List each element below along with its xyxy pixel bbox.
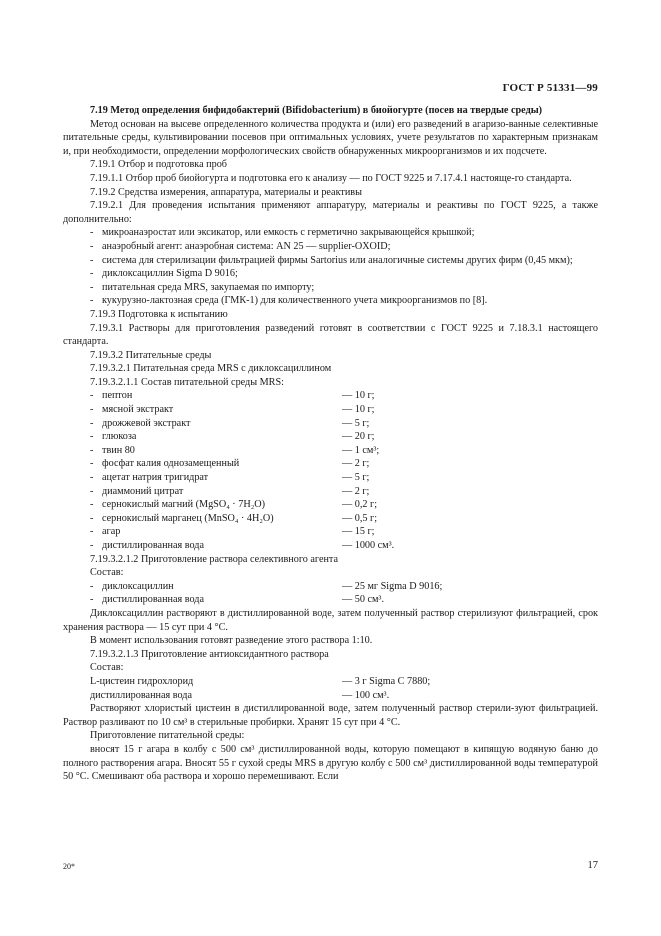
paragraph: Состав:: [90, 662, 124, 674]
list-dash: -: [90, 390, 94, 402]
paragraph: В момент использования готовят разведение этого раствора 1:10.: [90, 635, 373, 647]
list-dash: -: [90, 444, 94, 456]
list-dash: -: [90, 485, 94, 497]
list-dash: -: [90, 404, 94, 416]
ingredient-amount: — 5 г;: [342, 417, 370, 429]
ingredient-name: диклоксациллин: [102, 580, 174, 592]
list-dash: -: [90, 295, 94, 307]
list-item: [63, 240, 598, 254]
ingredient-row: [63, 430, 598, 444]
ingredient-name: глюкоза: [102, 431, 137, 443]
ingredient-name: мясной экстракт: [102, 404, 174, 416]
ingredient-amount: — 1000 см³.: [342, 540, 395, 551]
list-item: [63, 254, 598, 268]
ingredient-name: сернокислый марганец (MnSO₄ · 4H₂O): [102, 512, 274, 524]
document-body: [63, 104, 598, 784]
paragraph: 7.19.1.1 Отбор проб биойогурта и подготовка его к анализу — по ГОСТ 9225 и 7.17.4.1 настояще-го стандарта.: [90, 172, 572, 184]
list-dash: -: [90, 580, 94, 592]
ingredient-row: [63, 389, 598, 403]
list-dash: -: [90, 227, 94, 239]
list-dash: -: [90, 431, 94, 443]
list-item: [63, 294, 598, 308]
paragraph: 7.19.3.2.1 Питательная среда MRS с диклоксациллином: [90, 363, 332, 375]
paragraph: 7.19.2.1 Для проведения испытания применяют аппаратуру, материалы и реактивы по ГОСТ 9225, а также дополнительно:: [63, 200, 598, 225]
list-item: [63, 226, 598, 240]
list-item: [63, 281, 598, 295]
ingredient-amount: — 3 г Sigma С 7880;: [342, 675, 431, 687]
ingredient-amount: — 10 г;: [342, 390, 375, 402]
ingredient-row: [63, 457, 598, 471]
ingredient-row: [63, 593, 598, 607]
list-dash: -: [90, 540, 94, 551]
ingredient-amount: — 5 г;: [342, 472, 370, 484]
list-dash: -: [90, 499, 94, 511]
ingredient-amount: — 100 см³.: [342, 689, 390, 701]
ingredient-amount: — 20 г;: [342, 431, 375, 443]
paragraph: 7.19.3.2.1.3 Приготовление антиоксидантного раствора: [90, 648, 329, 660]
ingredient-amount: — 10 г;: [342, 404, 375, 416]
list-dash: -: [90, 254, 94, 266]
section-heading: 7.19 Метод определения бифидобактерий (Bifidobacterium) в биойогурте (посев на твердые среды): [90, 105, 543, 116]
ingredient-row: [63, 403, 598, 417]
paragraph: Приготовление питательной среды:: [90, 730, 245, 742]
document-header: ГОСТ Р 51331—99: [502, 82, 598, 94]
ingredient-name: фосфат калия однозамещенный: [102, 458, 240, 470]
ingredient-row: [63, 498, 598, 512]
list-item-text: анаэробный агент: анаэробная система: AN 25 — supplier-OXOID;: [102, 240, 391, 252]
paragraph: 7.19.2 Средства измерения, аппаратура, материалы и реактивы: [90, 186, 362, 198]
ingredient-amount: — 0,5 г;: [342, 512, 378, 524]
list-item-text: кукурузно-лактозная среда (ГМК-1) для количественного учета микроорганизмов по [8].: [102, 295, 488, 307]
paragraph: Метод основан на высеве определенного количества продукта и (или) его разведений в агаризо-ванные селективные питательные среды, культивировании посевов при оптимальных условиях, учете результатов по характерным признакам и, при необходимости, определении морфологических свойств обнаруженных микроорганизмов и их подсчете.: [63, 118, 598, 157]
ingredient-name: дистиллированная вода: [90, 689, 192, 701]
ingredient-amount: — 50 см³.: [342, 594, 385, 606]
paragraph: 7.19.3.2.1.1 Состав питательной среды MRS:: [90, 376, 284, 388]
ingredient-row: [63, 525, 598, 539]
list-dash: -: [90, 472, 94, 484]
ingredient-row: [63, 471, 598, 485]
paragraph: 7.19.3.2 Питательные среды: [90, 349, 212, 361]
ingredient-row: [63, 512, 598, 526]
paragraph: 7.19.1 Отбор и подготовка проб: [90, 159, 227, 171]
list-dash: -: [90, 268, 94, 280]
footer-mark: 20*: [63, 862, 75, 871]
list-dash: -: [90, 281, 94, 293]
ingredient-name: пептон: [102, 390, 133, 402]
ingredient-amount: — 25 мг Sigma D 9016;: [342, 580, 443, 592]
paragraph: вносят 15 г агара в колбу с 500 см³ дистиллированной воды, которую помещают в кипящую водяную баню до полного растворения агара. Вносят 55 г сухой среды MRS в другую колбу с 500 см³ дистиллированной воды температурой 50 °С. Смешивают оба раствора и хорошо перемешивают. Если: [63, 743, 598, 783]
list-dash: -: [90, 526, 94, 538]
ingredient-name: твин 80: [102, 444, 135, 456]
ingredient-name: сернокислый магний (MgSO₄ · 7H₂O): [102, 499, 265, 511]
ingredient-name: агар: [102, 526, 121, 538]
ingredient-name: дистиллированная вода: [102, 540, 204, 551]
ingredient-amount: — 1 см³;: [342, 444, 380, 456]
ingredient-name: дистиллированная вода: [102, 594, 204, 606]
ingredient-amount: — 2 г;: [342, 485, 370, 497]
list-item: [63, 267, 598, 281]
list-dash: -: [90, 594, 94, 606]
ingredient-row: [63, 689, 598, 703]
paragraph: 7.19.3 Подготовка к испытанию: [90, 308, 228, 320]
list-dash: -: [90, 512, 94, 524]
list-dash: -: [90, 458, 94, 470]
ingredient-amount: — 0,2 г;: [342, 499, 378, 511]
paragraph: Растворяют хлористый цистеин в дистиллированной воде, затем полученный раствор стерили-зуют фильтрацией. Раствор разливают по 10 см³ в стерильные пробирки. Хранят 15 сут при 4 °С.: [63, 703, 598, 728]
list-item-text: питательная среда MRS, закупаемая по импорту;: [102, 281, 315, 293]
list-item-text: микроанаэростат или эксикатор, или емкость с герметично закрывающейся крышкой;: [102, 227, 475, 239]
ingredient-name: L-цистеин гидрохлорид: [90, 675, 194, 687]
page-number: 17: [587, 860, 598, 871]
paragraph: Диклоксациллин растворяют в дистиллированной воде, затем полученный раствор стерилизуют фильтрацией, срок хранения раствора — 15 сут при 4 °С.: [63, 607, 598, 633]
ingredient-row: [63, 580, 598, 594]
ingredient-row: [63, 444, 598, 458]
ingredient-amount: — 2 г;: [342, 458, 370, 470]
list-item-text: система для стерилизации фильтрацией фирмы Sartorius или аналогичные системы других фирм (0,45 мкм);: [102, 254, 573, 266]
paragraph: 7.19.3.1 Растворы для приготовления разведений готовят в соответствии с ГОСТ 9225 и 7.18.3.1 настоящего стандарта.: [63, 322, 598, 348]
paragraph: 7.19.3.2.1.2 Приготовление раствора селективного агента: [90, 553, 339, 565]
ingredient-name: ацетат натрия тригидрат: [102, 472, 209, 484]
ingredient-row: [63, 485, 598, 499]
ingredient-row: [63, 675, 598, 689]
ingredient-row: [63, 539, 598, 553]
list-dash: -: [90, 240, 94, 252]
ingredient-amount: — 15 г;: [342, 526, 375, 538]
ingredient-name: диаммоний цитрат: [102, 485, 184, 497]
ingredient-name: дрожжевой экстракт: [102, 417, 191, 429]
list-item-text: диклоксациллин Sigma D 9016;: [102, 268, 238, 280]
list-dash: -: [90, 417, 94, 429]
paragraph: Состав:: [90, 567, 124, 579]
ingredient-row: [63, 417, 598, 431]
